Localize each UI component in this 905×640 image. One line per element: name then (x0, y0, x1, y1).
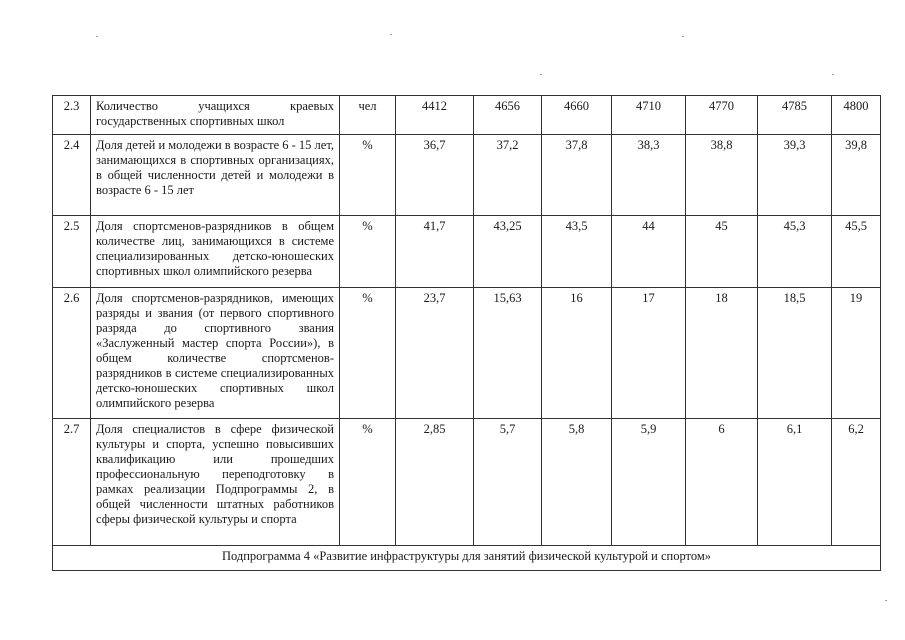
value-cell: 41,7 (396, 216, 474, 288)
value-cell: 4710 (612, 96, 686, 135)
value-cell: 38,8 (686, 135, 758, 216)
table-row (53, 419, 881, 546)
value-cell: 5,7 (474, 419, 542, 546)
value-cell: 6,2 (832, 419, 881, 546)
value-cell: 16 (542, 288, 612, 419)
value-cell: 4656 (474, 96, 542, 135)
value-cell: 45,3 (758, 216, 832, 288)
indicator-name: Доля спортсменов-разрядников в общем количестве лиц, занимающихся в системе специализированных детско-юношеских спортивных школ олимпийского резерва (91, 216, 340, 288)
value-cell: 5,8 (542, 419, 612, 546)
indicator-name: Доля детей и молодежи в возрасте 6 - 15 лет, занимающихся в спортивных организациях, в общей численности детей и молодежи в возрасте 6 - 15 лет (91, 135, 340, 216)
indicators-table (52, 95, 881, 571)
indicator-name: Доля специалистов в сфере физической культуры и спорта, успешно повысивших квалификацию или прошедших профессиональную переподготовку в рамках реализации Подпрограммы 2, в общей численности штатных работников сферы физической культуры и спорта (91, 419, 340, 546)
scan-speck (540, 74, 542, 75)
row-number: 2.6 (53, 288, 91, 419)
value-cell: 4412 (396, 96, 474, 135)
value-cell: 4785 (758, 96, 832, 135)
value-cell: 44 (612, 216, 686, 288)
scan-speck (390, 34, 392, 35)
value-cell: 36,7 (396, 135, 474, 216)
row-number: 2.4 (53, 135, 91, 216)
scan-speck (885, 600, 887, 601)
value-cell: 43,25 (474, 216, 542, 288)
subprogram-row (53, 546, 881, 571)
table-row (53, 96, 881, 135)
table-row (53, 288, 881, 419)
unit-cell: % (340, 135, 396, 216)
table-row (53, 216, 881, 288)
unit-cell: % (340, 419, 396, 546)
value-cell: 4660 (542, 96, 612, 135)
row-number: 2.5 (53, 216, 91, 288)
value-cell: 15,63 (474, 288, 542, 419)
indicator-name: Количество учащихся краевых государственных спортивных школ (91, 96, 340, 135)
scan-speck (96, 36, 98, 37)
row-number: 2.3 (53, 96, 91, 135)
subprogram-title: Подпрограмма 4 «Развитие инфраструктуры для занятий физической культурой и спортом» (53, 546, 881, 571)
value-cell: 39,8 (832, 135, 881, 216)
value-cell: 2,85 (396, 419, 474, 546)
value-cell: 23,7 (396, 288, 474, 419)
unit-cell: чел (340, 96, 396, 135)
value-cell: 18,5 (758, 288, 832, 419)
value-cell: 43,5 (542, 216, 612, 288)
scan-speck (832, 74, 834, 75)
value-cell: 38,3 (612, 135, 686, 216)
indicator-name: Доля спортсменов-разрядников, имеющих разряды и звания (от первого спортивного разряда до спортивного звания «Заслуженный мастер спорта России»), в общем количестве спортсменов-разрядников в системе специализированных детско-юношеских спортивных школ олимпийского резерва (91, 288, 340, 419)
value-cell: 17 (612, 288, 686, 419)
value-cell: 4800 (832, 96, 881, 135)
value-cell: 37,2 (474, 135, 542, 216)
value-cell: 37,8 (542, 135, 612, 216)
value-cell: 6 (686, 419, 758, 546)
row-number: 2.7 (53, 419, 91, 546)
value-cell: 5,9 (612, 419, 686, 546)
value-cell: 19 (832, 288, 881, 419)
unit-cell: % (340, 216, 396, 288)
value-cell: 6,1 (758, 419, 832, 546)
value-cell: 18 (686, 288, 758, 419)
value-cell: 39,3 (758, 135, 832, 216)
unit-cell: % (340, 288, 396, 419)
value-cell: 4770 (686, 96, 758, 135)
value-cell: 45 (686, 216, 758, 288)
value-cell: 45,5 (832, 216, 881, 288)
scan-speck (682, 36, 684, 37)
table-row (53, 135, 881, 216)
